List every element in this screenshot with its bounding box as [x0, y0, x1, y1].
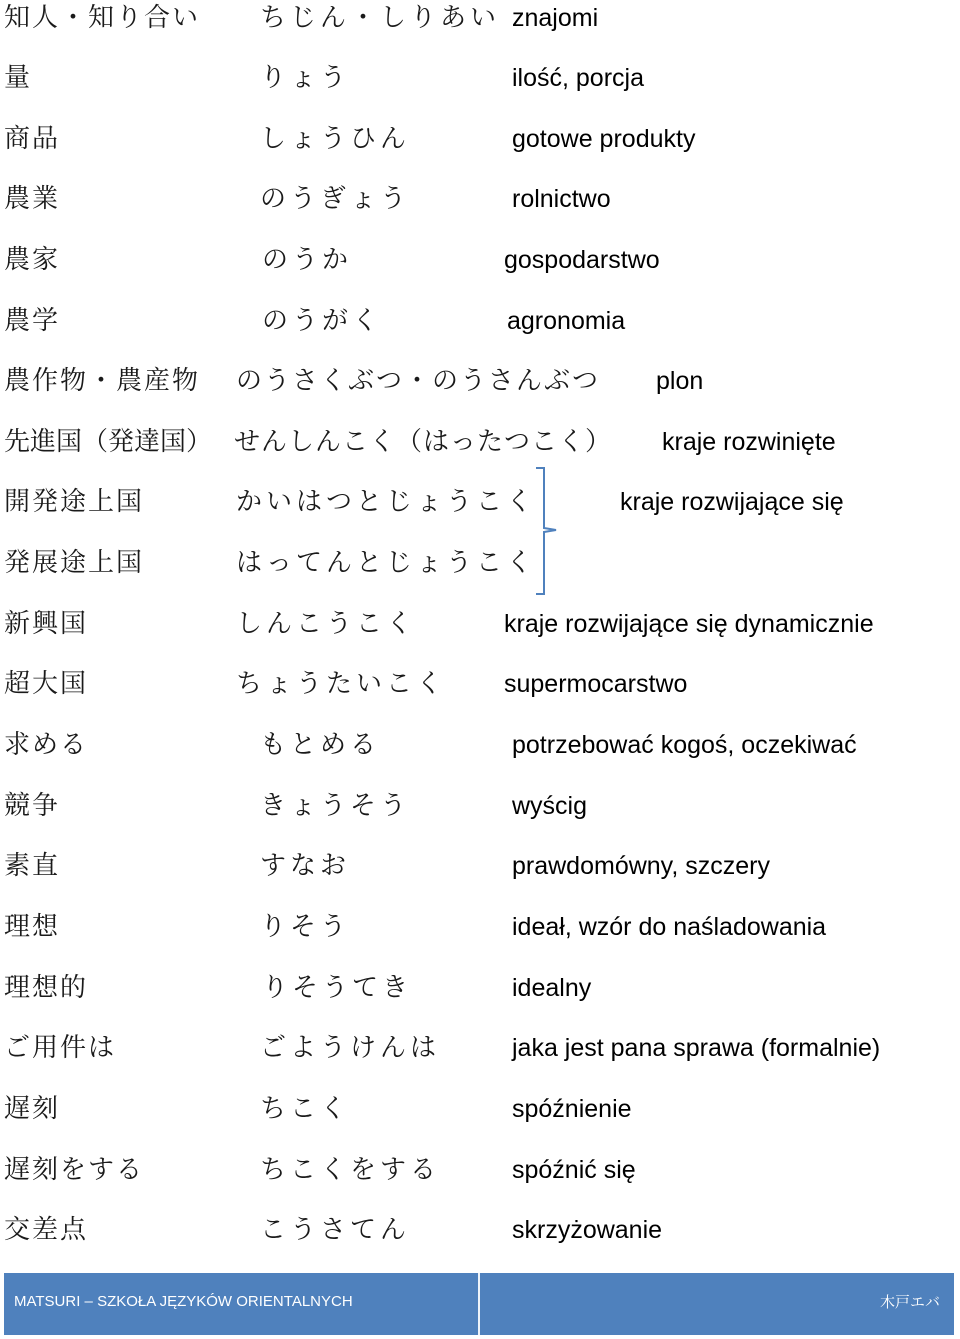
kanji-text: 遅刻: [4, 1094, 61, 1124]
meaning-text: plon: [656, 367, 704, 395]
vocab-row: [0, 545, 960, 585]
reading-text: ごようけんは: [260, 1033, 441, 1063]
vocab-row: [0, 848, 960, 888]
reading-text: もとめる: [260, 730, 381, 760]
kanji-text: 開発途上国: [4, 487, 145, 517]
meaning-text: skrzyżowanie: [512, 1216, 663, 1244]
meaning-text: kraje rozwijające się dynamicznie: [504, 610, 874, 638]
vocab-row: [0, 121, 960, 161]
vocab-row: [0, 606, 960, 646]
reading-text: せんしんこく（はったつこく）: [234, 427, 613, 457]
meaning-text: spóźnienie: [512, 1095, 632, 1123]
vocab-row: [0, 1212, 960, 1252]
vocab-row: [0, 424, 960, 464]
kanji-text: 超大国: [4, 669, 89, 699]
kanji-text: 理想: [4, 912, 61, 942]
vocab-row: [0, 484, 960, 524]
meaning-text: kraje rozwijające się: [620, 488, 844, 516]
kanji-text: 素直: [4, 851, 61, 881]
reading-text: りそうてき: [262, 973, 413, 1003]
vocab-row: [0, 363, 960, 403]
kanji-text: 量: [4, 63, 33, 93]
reading-text: のうか: [262, 245, 353, 275]
reading-text: はってんとじょうこく: [236, 548, 537, 578]
meaning-text: supermocarstwo: [504, 670, 688, 698]
vocab-row: [0, 970, 960, 1010]
kanji-text: 知人・知り合い: [4, 3, 201, 33]
meaning-text: kraje rozwinięte: [662, 428, 836, 456]
reading-text: かいはつとじょうこく: [236, 487, 537, 517]
vocab-row: [0, 909, 960, 949]
kanji-text: 先進国（発達国）: [4, 427, 213, 457]
kanji-text: 農学: [4, 306, 61, 336]
page-footer: [4, 1273, 954, 1335]
meaning-text: idealny: [512, 974, 592, 1002]
kanji-text: 商品: [4, 124, 61, 154]
kanji-text: 遅刻をする: [4, 1155, 145, 1185]
meaning-text: znajomi: [512, 4, 599, 32]
reading-text: のうさくぶつ・のうさんぶつ: [236, 366, 601, 396]
meaning-text: jaka jest pana sprawa (formalnie): [512, 1034, 881, 1062]
meaning-text: rolnictwo: [512, 185, 611, 213]
kanji-text: 発展途上国: [4, 548, 145, 578]
reading-text: こうさてん: [260, 1215, 411, 1245]
right-curly-bracket-icon: [536, 466, 558, 596]
vocab-row: [0, 1030, 960, 1070]
meaning-text: wyścig: [512, 792, 588, 820]
kanji-text: 理想的: [4, 973, 89, 1003]
vocab-row: [0, 60, 960, 100]
kanji-text: 農業: [4, 184, 61, 214]
kanji-text: ご用件は: [4, 1033, 117, 1063]
reading-text: のうがく: [262, 306, 383, 336]
reading-text: ちこくをする: [260, 1155, 441, 1185]
vocab-row: [0, 242, 960, 282]
reading-text: りょう: [260, 63, 351, 93]
vocab-row: [0, 0, 960, 40]
reading-text: のうぎょう: [260, 184, 411, 214]
vocab-row: [0, 1152, 960, 1192]
vocab-row: [0, 788, 960, 828]
vocab-row: [0, 181, 960, 221]
reading-text: しょうひん: [260, 124, 411, 154]
footer-divider: [478, 1273, 480, 1335]
meaning-text: prawdomówny, szczery: [512, 852, 770, 880]
meaning-text: agronomia: [507, 307, 626, 335]
meaning-text: ideał, wzór do naśladowania: [512, 913, 827, 941]
reading-text: ちこく: [260, 1094, 351, 1124]
reading-text: すなお: [260, 851, 351, 881]
meaning-text: gospodarstwo: [504, 246, 660, 274]
reading-text: しんこうこく: [236, 609, 417, 639]
vocab-row: [0, 727, 960, 767]
meaning-text: ilość, porcja: [512, 64, 644, 92]
footer-school-name: MATSURI – SZKOŁA JĘZYKÓW ORIENTALNYCH: [14, 1293, 353, 1310]
vocab-row: [0, 1091, 960, 1131]
meaning-text: gotowe produkty: [512, 125, 696, 153]
kanji-text: 農作物・農産物: [4, 366, 201, 396]
meaning-text: spóźnić się: [512, 1156, 636, 1184]
kanji-text: 競争: [4, 791, 61, 821]
meaning-text: potrzebować kogoś, oczekiwać: [512, 731, 857, 759]
reading-text: きょうそう: [260, 791, 411, 821]
kanji-text: 求める: [4, 730, 89, 760]
footer-author-name: 木戸エバ: [879, 1293, 940, 1311]
vocab-row: [0, 303, 960, 343]
kanji-text: 交差点: [4, 1215, 89, 1245]
kanji-text: 農家: [4, 245, 61, 275]
reading-text: りそう: [260, 912, 351, 942]
kanji-text: 新興国: [4, 609, 89, 639]
vocab-row: [0, 666, 960, 706]
reading-text: ちじん・しりあい: [260, 3, 501, 33]
reading-text: ちょうたいこく: [236, 669, 447, 699]
